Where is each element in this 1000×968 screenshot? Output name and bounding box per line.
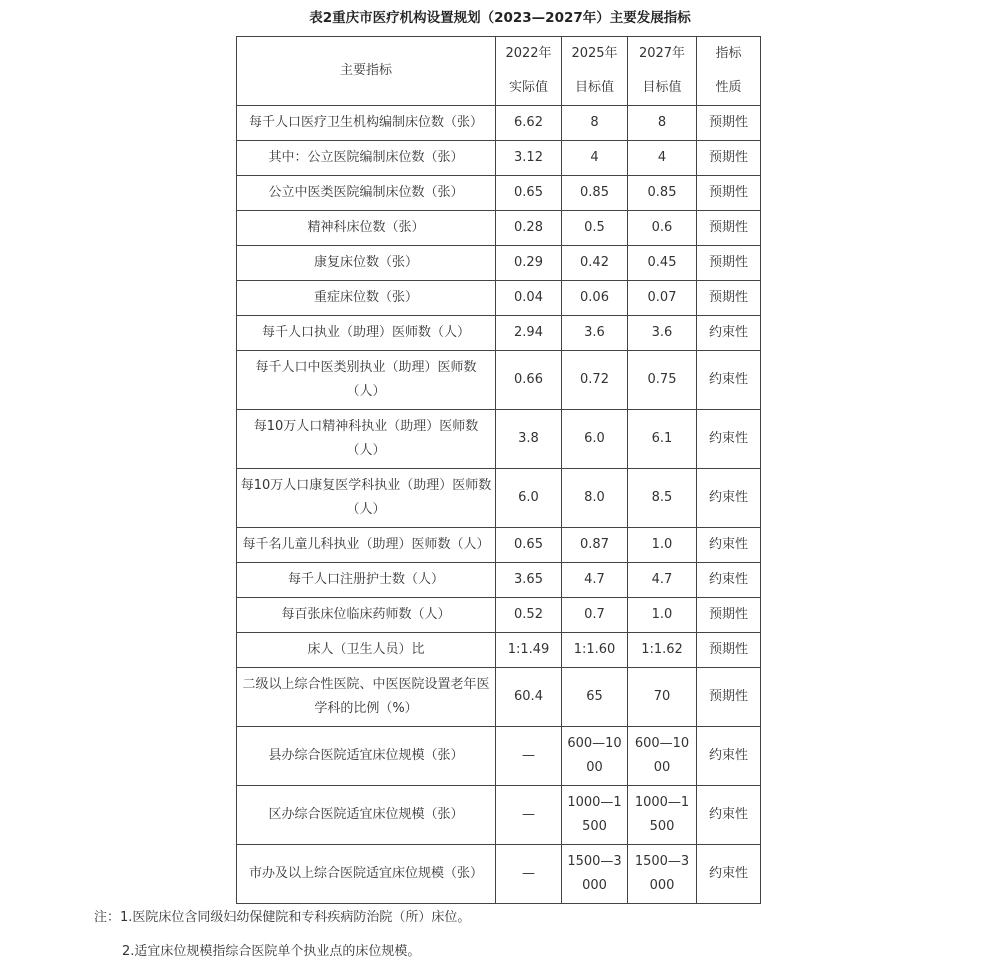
value-2025-cell: 65: [562, 668, 628, 727]
indicator-name-cell: 县办综合医院适宜床位规模（张）: [237, 727, 496, 786]
value-2027-cell: 1000—1500: [628, 786, 697, 845]
value-2025-cell: 8: [562, 106, 628, 141]
table-row: [237, 106, 761, 141]
value-2027-cell: 1:1.62: [628, 633, 697, 668]
footnote-1: 注：1.医院床位含同级妇幼保健院和专科疾病防治院（所）床位。: [94, 910, 471, 925]
indicator-name-cell: 精神科床位数（张）: [237, 211, 496, 246]
value-2022-cell: 3.65: [496, 563, 562, 598]
header-2027-year: 2027年: [638, 46, 686, 61]
value-2022-cell: 0.04: [496, 281, 562, 316]
value-2025-cell: 600—1000: [562, 727, 628, 786]
table-row: [237, 211, 761, 246]
table-title: 表2重庆市医疗机构设置规划（2023—2027年）主要发展指标: [309, 10, 691, 26]
indicator-nature-cell: 约束性: [697, 316, 761, 351]
value-2027-cell: 8.5: [628, 469, 697, 528]
value-2025-cell: 0.06: [562, 281, 628, 316]
indicator-nature-cell: 约束性: [697, 469, 761, 528]
header-nature-line2: 性质: [715, 80, 742, 95]
value-2025-cell: 0.5: [562, 211, 628, 246]
indicator-name-cell: 市办及以上综合医院适宜床位规模（张）: [237, 845, 496, 904]
header-2022: [496, 37, 562, 106]
indicator-nature-cell: 约束性: [697, 563, 761, 598]
header-2025: [562, 37, 628, 106]
indicator-name-cell: 重症床位数（张）: [237, 281, 496, 316]
value-2022-cell: 0.52: [496, 598, 562, 633]
indicator-nature-cell: 预期性: [697, 246, 761, 281]
value-2027-cell: 1.0: [628, 528, 697, 563]
value-2027-cell: 0.85: [628, 176, 697, 211]
header-2027: [628, 37, 697, 106]
indicator-nature-cell: 预期性: [697, 211, 761, 246]
indicator-table: [236, 36, 761, 904]
indicator-nature-cell: 约束性: [697, 786, 761, 845]
indicator-name-cell: 每千名儿童儿科执业（助理）医师数（人）: [237, 528, 496, 563]
value-2027-cell: 0.6: [628, 211, 697, 246]
table-row: [237, 316, 761, 351]
indicator-nature-cell: 预期性: [697, 598, 761, 633]
indicator-name-cell: 公立中医类医院编制床位数（张）: [237, 176, 496, 211]
value-2022-cell: 2.94: [496, 316, 562, 351]
indicator-name-cell: 每10万人口康复医学科执业（助理）医师数（人）: [237, 469, 496, 528]
value-2022-cell: 1:1.49: [496, 633, 562, 668]
value-2025-cell: 4.7: [562, 563, 628, 598]
indicator-name-cell: 二级以上综合性医院、中医医院设置老年医学科的比例（%）: [237, 668, 496, 727]
indicator-nature-cell: 预期性: [697, 106, 761, 141]
table-row: [237, 563, 761, 598]
value-2025-cell: 1000—1500: [562, 786, 628, 845]
indicator-nature-cell: 预期性: [697, 176, 761, 211]
header-2022-year: 2022年: [505, 46, 552, 61]
header-nature-line1: 指标: [715, 46, 742, 61]
table-row: [237, 845, 761, 904]
table-row: [237, 141, 761, 176]
value-2022-cell: 0.66: [496, 351, 562, 410]
value-2027-cell: 3.6: [628, 316, 697, 351]
value-2025-cell: 1:1.60: [562, 633, 628, 668]
value-2027-cell: 8: [628, 106, 697, 141]
value-2027-cell: 600—1000: [628, 727, 697, 786]
indicator-nature-cell: 约束性: [697, 351, 761, 410]
indicator-nature-cell: 预期性: [697, 668, 761, 727]
indicator-name-cell: 每千人口注册护士数（人）: [237, 563, 496, 598]
table-row: [237, 246, 761, 281]
value-2022-cell: 0.65: [496, 528, 562, 563]
indicator-name-cell: 每百张床位临床药师数（人）: [237, 598, 496, 633]
value-2022-cell: —: [496, 845, 562, 904]
table-row: [237, 598, 761, 633]
value-2027-cell: 0.75: [628, 351, 697, 410]
indicator-nature-cell: 预期性: [697, 141, 761, 176]
table-row: [237, 469, 761, 528]
value-2025-cell: 8.0: [562, 469, 628, 528]
indicator-nature-cell: 约束性: [697, 845, 761, 904]
indicator-name-cell: 区办综合医院适宜床位规模（张）: [237, 786, 496, 845]
value-2022-cell: 0.28: [496, 211, 562, 246]
table-row: [237, 786, 761, 845]
table-row: [237, 281, 761, 316]
header-2027-type: 目标值: [642, 80, 682, 95]
value-2027-cell: 1.0: [628, 598, 697, 633]
value-2027-cell: 70: [628, 668, 697, 727]
table-row: [237, 528, 761, 563]
table-row: [237, 410, 761, 469]
value-2025-cell: 0.87: [562, 528, 628, 563]
indicator-nature-cell: 约束性: [697, 528, 761, 563]
value-2022-cell: 6.0: [496, 469, 562, 528]
indicator-nature-cell: 预期性: [697, 633, 761, 668]
header-2025-year: 2025年: [571, 46, 618, 61]
indicator-name-cell: 每10万人口精神科执业（助理）医师数（人）: [237, 410, 496, 469]
indicator-name-cell: 康复床位数（张）: [237, 246, 496, 281]
value-2025-cell: 4: [562, 141, 628, 176]
header-indicator: 主要指标: [237, 37, 496, 106]
value-2022-cell: 3.8: [496, 410, 562, 469]
indicator-name-cell: 床人（卫生人员）比: [237, 633, 496, 668]
value-2025-cell: 0.72: [562, 351, 628, 410]
value-2025-cell: 0.85: [562, 176, 628, 211]
value-2027-cell: 0.07: [628, 281, 697, 316]
table-row: [237, 633, 761, 668]
footnote-2: 2.适宜床位规模指综合医院单个执业点的床位规模。: [122, 944, 421, 959]
value-2025-cell: 1500—3000: [562, 845, 628, 904]
value-2022-cell: 0.65: [496, 176, 562, 211]
value-2027-cell: 6.1: [628, 410, 697, 469]
value-2025-cell: 0.42: [562, 246, 628, 281]
table-row: [237, 176, 761, 211]
indicator-name-cell: 每千人口医疗卫生机构编制床位数（张）: [237, 106, 496, 141]
header-row: [237, 37, 761, 106]
value-2027-cell: 4.7: [628, 563, 697, 598]
value-2025-cell: 6.0: [562, 410, 628, 469]
value-2022-cell: —: [496, 727, 562, 786]
value-2022-cell: 60.4: [496, 668, 562, 727]
indicator-nature-cell: 约束性: [697, 727, 761, 786]
value-2025-cell: 3.6: [562, 316, 628, 351]
value-2025-cell: 0.7: [562, 598, 628, 633]
indicator-nature-cell: 预期性: [697, 281, 761, 316]
value-2022-cell: 3.12: [496, 141, 562, 176]
header-2025-type: 目标值: [574, 80, 614, 95]
value-2022-cell: —: [496, 786, 562, 845]
value-2027-cell: 1500—3000: [628, 845, 697, 904]
indicator-name-cell: 每千人口执业（助理）医师数（人）: [237, 316, 496, 351]
value-2027-cell: 0.45: [628, 246, 697, 281]
header-2022-type: 实际值: [508, 80, 548, 95]
header-nature: [697, 37, 761, 106]
indicator-nature-cell: 约束性: [697, 410, 761, 469]
table-row: [237, 727, 761, 786]
value-2027-cell: 4: [628, 141, 697, 176]
indicator-name-cell: 每千人口中医类别执业（助理）医师数（人）: [237, 351, 496, 410]
table-row: [237, 351, 761, 410]
value-2022-cell: 0.29: [496, 246, 562, 281]
indicator-name-cell: 其中：公立医院编制床位数（张）: [237, 141, 496, 176]
table-row: [237, 668, 761, 727]
value-2022-cell: 6.62: [496, 106, 562, 141]
